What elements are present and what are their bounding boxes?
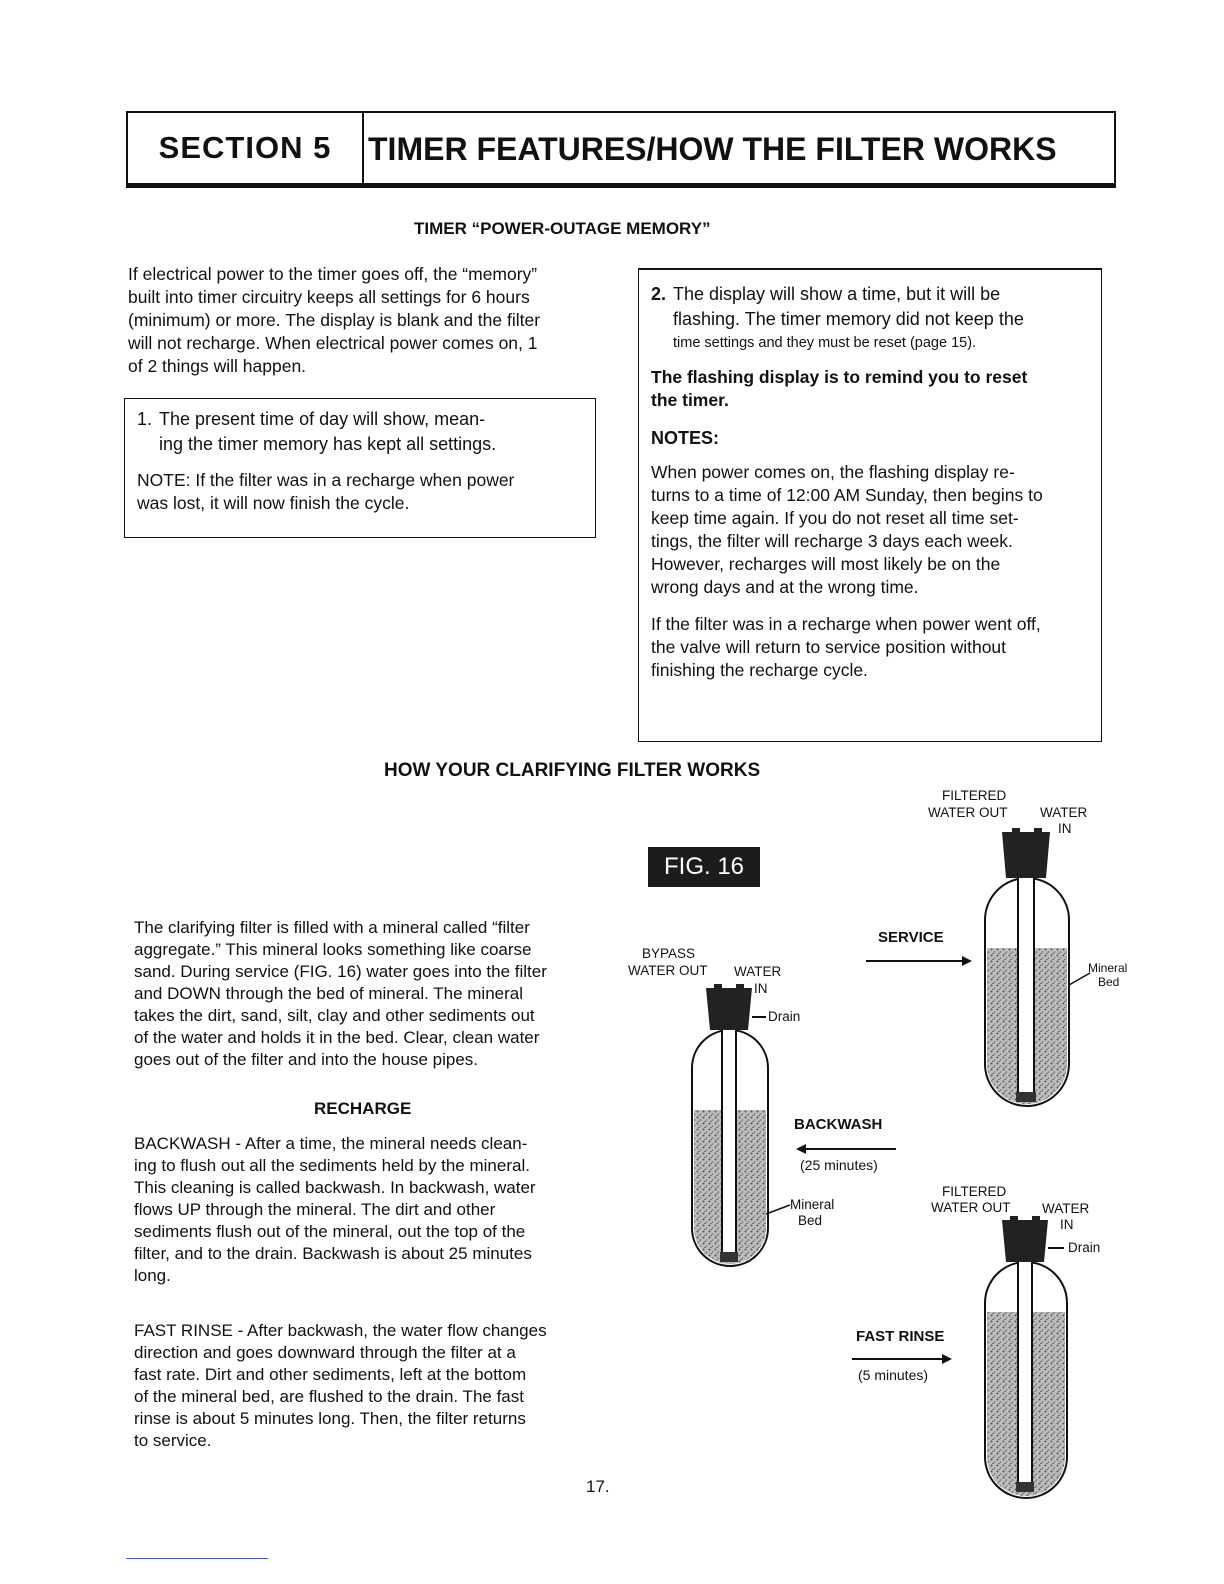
service-water-out-label: WATER OUT (928, 805, 1008, 820)
fastrinse-line: fast rate. Dirt and other sediments, left at the bottom (134, 1365, 527, 1384)
fastrinse-line: direction and goes downward through the filter at a (134, 1343, 516, 1362)
fastrinse-filtered-label: FILTERED (942, 1184, 1007, 1199)
service-label: SERVICE (878, 929, 944, 946)
intro-line: If electrical power to the timer goes off, the “memory” (128, 264, 538, 284)
backwash-line: This cleaning is called backwash. In backwash, water (134, 1178, 536, 1197)
backwash-time-label: (25 minutes) (800, 1157, 878, 1173)
intro-line: (minimum) or more. The display is blank and the filter (128, 310, 541, 330)
fastrinse-line: of the mineral bed, are flushed to the drain. The fast (134, 1387, 524, 1406)
item-number: 1. (137, 409, 153, 429)
service-filtered-label: FILTERED (942, 788, 1007, 803)
fastrinse-tank (985, 1216, 1067, 1498)
how-line: The clarifying filter is filled with a mineral called “filter (134, 918, 530, 937)
notes-line: If the filter was in a recharge when power went off, (651, 614, 1041, 634)
backwash-line: ing to flush out all the sediments held by the mineral. (134, 1156, 530, 1175)
notes-line: turns to a time of 12:00 AM Sunday, then begins to (651, 485, 1043, 505)
item-number: 2. (651, 284, 667, 304)
how-line: of the water and holds it in the bed. Clear, clean water (134, 1028, 540, 1047)
service-water-label: WATER (1040, 805, 1088, 820)
service-tank (985, 828, 1069, 1106)
backwash-bypass-label: BYPASS (642, 946, 696, 961)
backwash-tank (692, 984, 768, 1266)
item-line: time settings and they must be reset (page 15). (673, 335, 977, 351)
backwash-label: BACKWASH (794, 1116, 883, 1133)
backwash-line: BACKWASH - After a time, the mineral needs clean- (134, 1134, 528, 1153)
backwash-water-out-label: WATER OUT (628, 963, 708, 978)
backwash-line: flows UP through the mineral. The dirt and other (134, 1200, 496, 1219)
service-mineral-label: Mineral (1088, 961, 1128, 975)
section-title: TIMER FEATURES/HOW THE FILTER WORKS (368, 131, 1057, 167)
item-line: The present time of day will show, mean- (159, 409, 486, 429)
how-line: aggregate.” This mineral looks something like coarse (134, 940, 532, 959)
service-in-label: IN (1058, 821, 1072, 836)
fastrinse-drain-label: Drain (1068, 1240, 1101, 1255)
backwash-water-label: WATER (734, 964, 782, 979)
intro-line: of 2 things will happen. (128, 356, 307, 376)
backwash-bed-label: Bed (798, 1213, 823, 1228)
service-arrow (866, 956, 972, 966)
how-line: sand. During service (FIG. 16) water goes into the filter (134, 962, 547, 981)
section-number: SECTION 5 (128, 113, 364, 183)
fastrinse-arrow (852, 1354, 952, 1364)
service-mineral-pointer (1069, 973, 1090, 985)
fastrinse-line: to service. (134, 1431, 212, 1450)
intro-line: built into timer circuitry keeps all settings for 6 hours (128, 287, 530, 307)
fastrinse-label: FAST RINSE (856, 1328, 945, 1345)
note-line: NOTE: If the filter was in a recharge when power (137, 470, 515, 490)
item-line: ing the timer memory has kept all settings. (159, 434, 497, 454)
backwash-drain-label: Drain (768, 1009, 801, 1024)
notes-line: keep time again. If you do not reset all time set- (651, 508, 1019, 528)
intro-line: will not recharge. When electrical power comes on, 1 (128, 333, 538, 353)
service-bed-label: Bed (1098, 975, 1120, 989)
notes-line: When power comes on, the flashing display re- (651, 462, 1015, 482)
notes-line: However, recharges will most likely be on the (651, 554, 1001, 574)
recharge-heading: RECHARGE (314, 1099, 412, 1118)
backwash-line: filter, and to the drain. Backwash is about 25 minutes (134, 1244, 532, 1263)
backwash-arrow (796, 1144, 896, 1154)
backwash-mineral-label: Mineral (790, 1197, 835, 1212)
page-number: 17. (586, 1477, 610, 1496)
how-line: takes the dirt, sand, silt, clay and other sediments out (134, 1006, 535, 1025)
fastrinse-line: rinse is about 5 minutes long. Then, the filter returns (134, 1409, 526, 1428)
timer-heading: TIMER “POWER-OUTAGE MEMORY” (414, 219, 711, 238)
backwash-mineral-pointer (766, 1205, 790, 1214)
how-line: goes out of the filter and into the house pipes. (134, 1050, 479, 1069)
item-line: The display will show a time, but it will be (673, 284, 1001, 304)
figure-label: FIG. 16 (648, 847, 760, 887)
notes-line: finishing the recharge cycle. (651, 660, 868, 680)
backwash-line: sediments flush out of the mineral, out the top of the (134, 1222, 526, 1241)
how-heading: HOW YOUR CLARIFYING FILTER WORKS (384, 760, 761, 781)
remind-line: The flashing display is to remind you to reset (651, 367, 1028, 387)
fastrinse-water-out-label: WATER OUT (931, 1200, 1011, 1215)
fastrinse-in-label: IN (1060, 1217, 1074, 1232)
remind-line: the timer. (651, 390, 729, 410)
backwash-in-label: IN (754, 981, 768, 996)
footer-divider (126, 1558, 268, 1559)
fastrinse-water-label: WATER (1042, 1201, 1090, 1216)
notes-line: wrong days and at the wrong time. (651, 577, 919, 597)
fastrinse-line: FAST RINSE - After backwash, the water flow changes (134, 1321, 547, 1340)
notes-heading: NOTES: (651, 428, 720, 448)
how-line: and DOWN through the bed of mineral. The mineral (134, 984, 523, 1003)
notes-line: tings, the filter will recharge 3 days each week. (651, 531, 1013, 551)
notes-line: the valve will return to service position without (651, 637, 1007, 657)
item-line: flashing. The timer memory did not keep the (673, 309, 1024, 329)
backwash-line: long. (134, 1266, 171, 1285)
note-line: was lost, it will now finish the cycle. (137, 493, 410, 513)
fastrinse-time-label: (5 minutes) (858, 1367, 929, 1383)
